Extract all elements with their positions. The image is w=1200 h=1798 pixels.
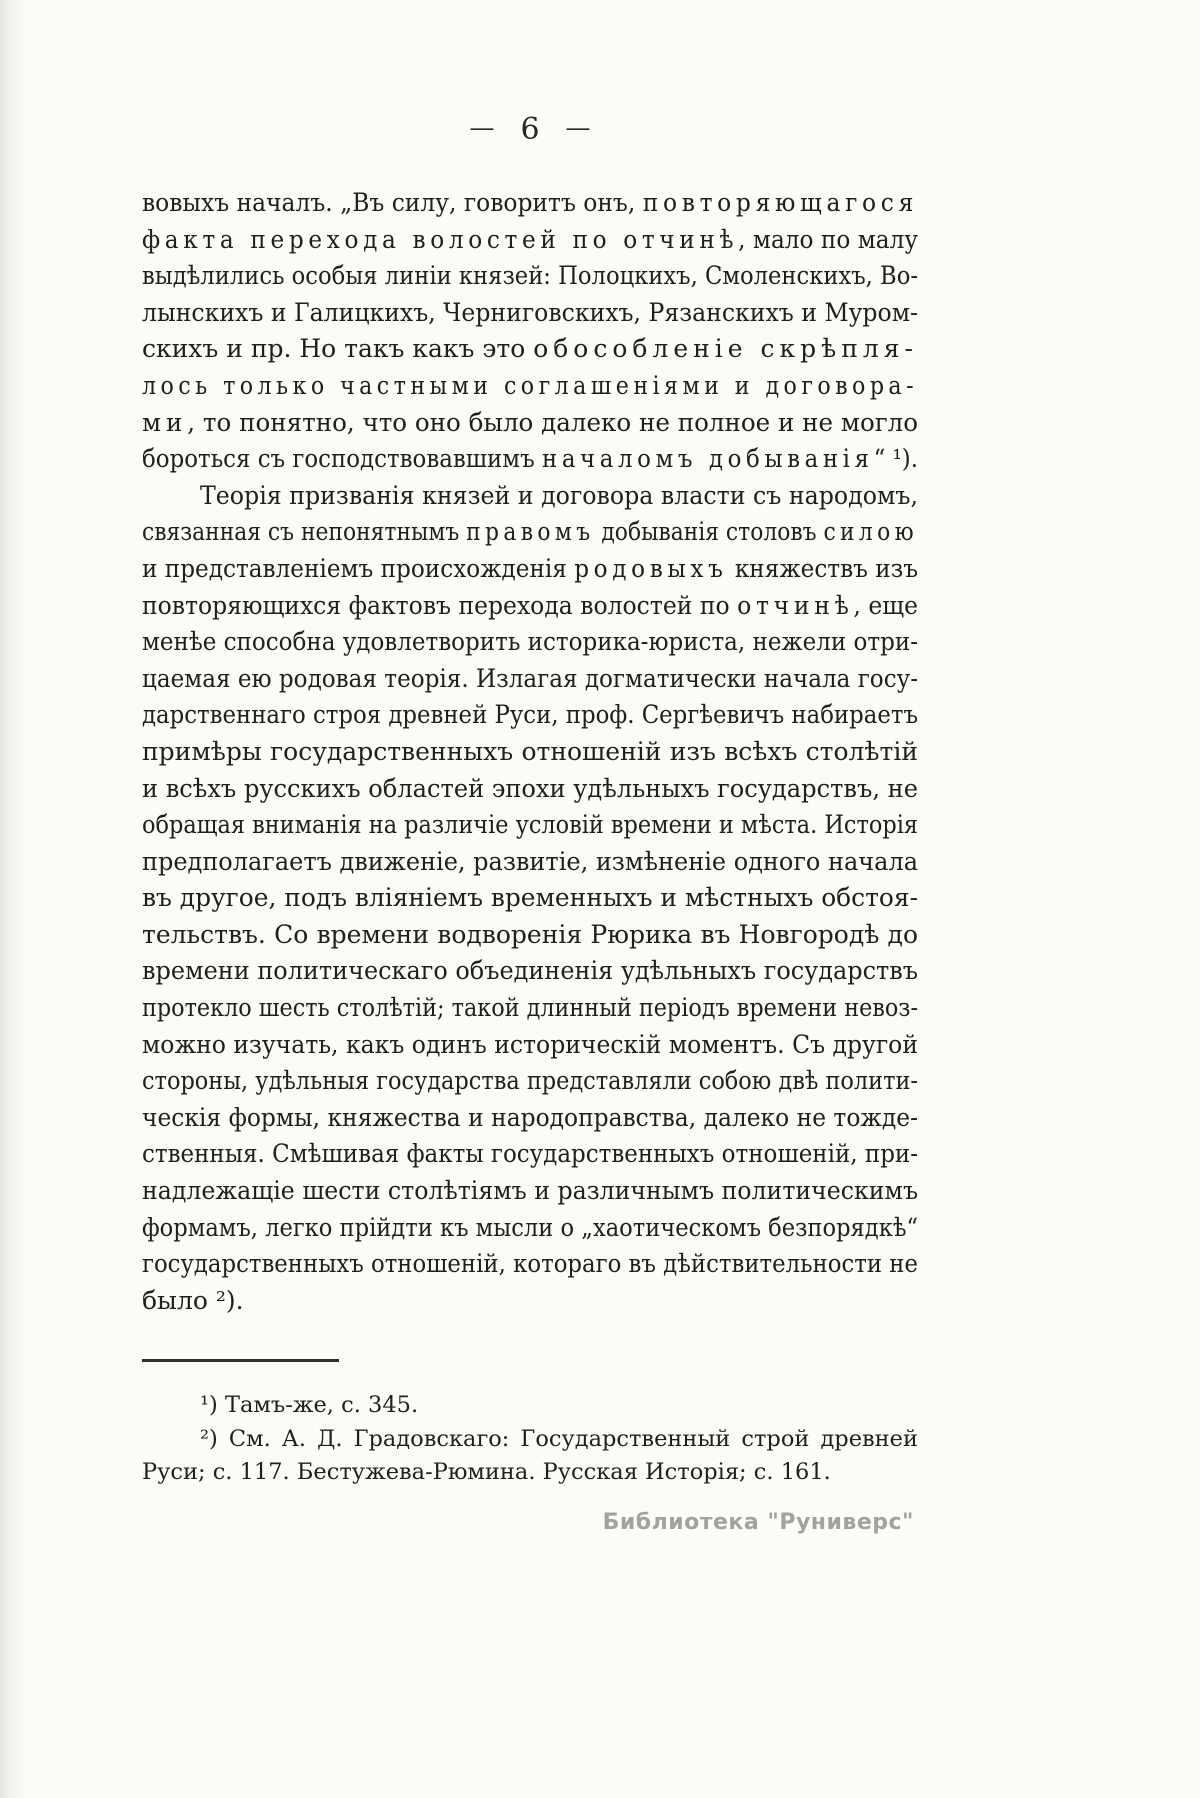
text-line [142, 917, 918, 954]
footnote-separator-rule [142, 1359, 339, 1362]
text-line-content [142, 1210, 918, 1247]
footnotes [142, 1389, 918, 1490]
text-line [142, 1063, 918, 1100]
text-line-content [142, 1136, 918, 1173]
text-line [142, 514, 918, 551]
text-line [142, 880, 918, 917]
text-line [142, 1423, 918, 1457]
text-line-content [142, 880, 918, 917]
text-segment: ческія формы, княжества и народоправства, далеко не тожде- [142, 1102, 918, 1132]
letterspaced-emphasis: лось только частными соглашеніями и договора- [142, 370, 918, 400]
body-text [142, 185, 918, 1319]
text-line [142, 441, 918, 478]
letterspaced-emphasis: началомъ добыванія [541, 444, 874, 474]
text-line [142, 844, 918, 881]
text-segment: , еще [853, 590, 918, 620]
text-segment: менѣе способна удовлетворить историка-юриста, нежели отри- [142, 627, 918, 657]
text-segment: Руси; с. 117. Бестужева-Рюмина. Русская Исторія; с. 161. [142, 1459, 831, 1486]
text-line-content [142, 661, 918, 698]
text-line [142, 478, 918, 515]
text-line-content [142, 1283, 244, 1320]
text-segment: и всѣхъ русскихъ областей эпохи удѣльныхъ государствъ, не [142, 773, 918, 803]
text-line-content [142, 990, 918, 1027]
text-line [142, 1173, 918, 1210]
text-line-content [200, 1423, 918, 1457]
text-segment: повторяющихся фактовъ перехода волостей по [142, 590, 738, 620]
letterspaced-emphasis: факта перехода волостей по отчинѣ [142, 224, 739, 254]
text-line [142, 222, 918, 259]
text-line-content [142, 624, 918, 661]
text-segment: протекло шесть столѣтій; такой длинный періодъ времени невоз- [142, 993, 918, 1023]
text-line-content [142, 953, 918, 990]
letterspaced-emphasis: повторяющагося [642, 188, 918, 217]
text-segment: ²) См. А. Д. Градовскаго: Государственный строй древней [200, 1425, 918, 1452]
text-line [142, 185, 918, 222]
letterspaced-emphasis: ми [142, 407, 188, 437]
text-line-content [142, 1027, 918, 1064]
text-line [142, 368, 918, 405]
header-dash-right: — [565, 113, 591, 142]
text-segment: лынскихъ и Галицкихъ, Черниговскихъ, Рязанскихъ и Муром- [142, 297, 918, 327]
text-line-content [142, 1456, 831, 1490]
text-segment: предполагаетъ движеніе, развитіе, измѣненіе одного начала [142, 846, 918, 876]
text-line [142, 990, 918, 1027]
page-content [142, 112, 918, 1490]
letterspaced-emphasis: отчинѣ [737, 590, 854, 620]
text-line [142, 258, 918, 295]
text-line-content [142, 185, 918, 222]
letterspaced-emphasis: силою [823, 517, 918, 547]
text-line [142, 551, 918, 588]
text-segment: обращая вниманія на различіе условій времени и мѣста. Исторія [142, 810, 918, 840]
text-segment: добыванія столовъ [594, 517, 824, 547]
text-line-content [142, 441, 918, 478]
text-line [142, 405, 918, 442]
text-line-content [142, 771, 918, 808]
text-line [142, 588, 918, 625]
text-segment: можно изучать, какъ одинъ историческій моментъ. Съ другой [142, 1029, 918, 1059]
text-line-content [142, 588, 918, 625]
text-segment: цаемая ею родовая теорія. Излагая догматически начала госу- [142, 663, 918, 693]
text-line [142, 1283, 918, 1320]
text-line-content [142, 222, 918, 259]
text-line [142, 1100, 918, 1137]
text-line-content [142, 1063, 918, 1100]
text-line [142, 1389, 918, 1423]
text-segment: , мало по малу [738, 224, 918, 254]
text-segment: бороться съ господствовавшимъ [142, 444, 542, 474]
text-line [142, 661, 918, 698]
text-line [142, 1027, 918, 1064]
text-line [142, 1456, 918, 1490]
text-segment: надлежащіе шести столѣтіямъ и различнымъ политическимъ [142, 1176, 918, 1206]
text-line-content [142, 734, 918, 771]
text-line-content [200, 1389, 418, 1423]
text-line-content [142, 1100, 918, 1137]
text-segment: стороны, удѣльныя государства представляли собою двѣ полити- [142, 1066, 918, 1096]
text-segment: тельствъ. Со времени водворенія Рюрика въ Новгородѣ до [142, 919, 918, 949]
text-segment: примѣры государственныхъ отношеній изъ всѣхъ столѣтій [142, 736, 918, 766]
text-segment: формамъ, легко прійдти къ мысли о „хаотическомъ безпорядкѣ“ [142, 1212, 918, 1242]
text-segment: въ другое, подъ вліяніемъ временныхъ и мѣстныхъ обстоя- [142, 883, 918, 913]
text-line [142, 953, 918, 990]
text-segment: времени политическаго объединенія удѣльныхъ государствъ [142, 956, 918, 986]
text-line-content [200, 478, 918, 515]
text-line-content [142, 368, 918, 405]
text-line [142, 771, 918, 808]
text-segment: ственныя. Смѣшивая факты государственныхъ отношеній, при- [142, 1139, 918, 1169]
text-line [142, 1210, 918, 1247]
text-segment: дарственнаго строя древней Руси, проф. Сергѣевичъ набираетъ [142, 700, 918, 730]
text-segment: “ ¹). [873, 444, 918, 474]
text-line-content [142, 514, 918, 551]
text-line [142, 331, 918, 368]
text-line-content [142, 295, 918, 332]
text-line-content [142, 331, 918, 368]
text-segment: было ²). [142, 1285, 244, 1315]
text-segment: выдѣлились особыя линіи князей: Полоцкихъ, Смоленскихъ, Во- [142, 261, 918, 291]
text-segment: Теорія призванія князей и договора власти съ народомъ, [200, 480, 918, 510]
text-segment: , то понятно, что оно было далеко не полное и не могло [187, 407, 918, 437]
text-line-content [142, 405, 918, 442]
text-line-content [142, 844, 918, 881]
letterspaced-emphasis: правомъ [466, 517, 595, 547]
text-line [142, 1136, 918, 1173]
text-line-content [142, 1173, 918, 1210]
text-segment: княжествъ изъ [727, 553, 918, 583]
letterspaced-emphasis: обособленіе скрѣпля- [533, 334, 918, 364]
text-segment: связанная съ непонятнымъ [142, 517, 467, 547]
text-line [142, 807, 918, 844]
text-line-content [142, 697, 918, 734]
text-line-content [142, 258, 918, 295]
text-line-content [142, 917, 918, 954]
header-dash-left: — [469, 113, 495, 142]
text-line [142, 734, 918, 771]
letterspaced-emphasis: родовыхъ [574, 553, 728, 583]
text-line [142, 697, 918, 734]
text-segment: государственныхъ отношеній, котораго въ дѣйствительности не [142, 1249, 918, 1279]
page-number: 6 [520, 112, 540, 147]
text-segment: ¹) Тамъ-же, с. 345. [200, 1392, 419, 1419]
text-line [142, 624, 918, 661]
text-segment: скихъ и пр. Но такъ какъ это [142, 334, 534, 364]
text-line-content [142, 551, 918, 588]
text-line-content [142, 1246, 918, 1283]
text-segment: и представленіемъ происхожденія [142, 553, 575, 583]
page-header [142, 112, 918, 147]
text-segment: вовыхъ началъ. „Въ силу, говоритъ онъ, [142, 188, 643, 217]
text-line [142, 1246, 918, 1283]
text-line-content [142, 807, 918, 844]
library-watermark: Библиотека "Руниверс" [602, 1510, 914, 1535]
text-line [142, 295, 918, 332]
